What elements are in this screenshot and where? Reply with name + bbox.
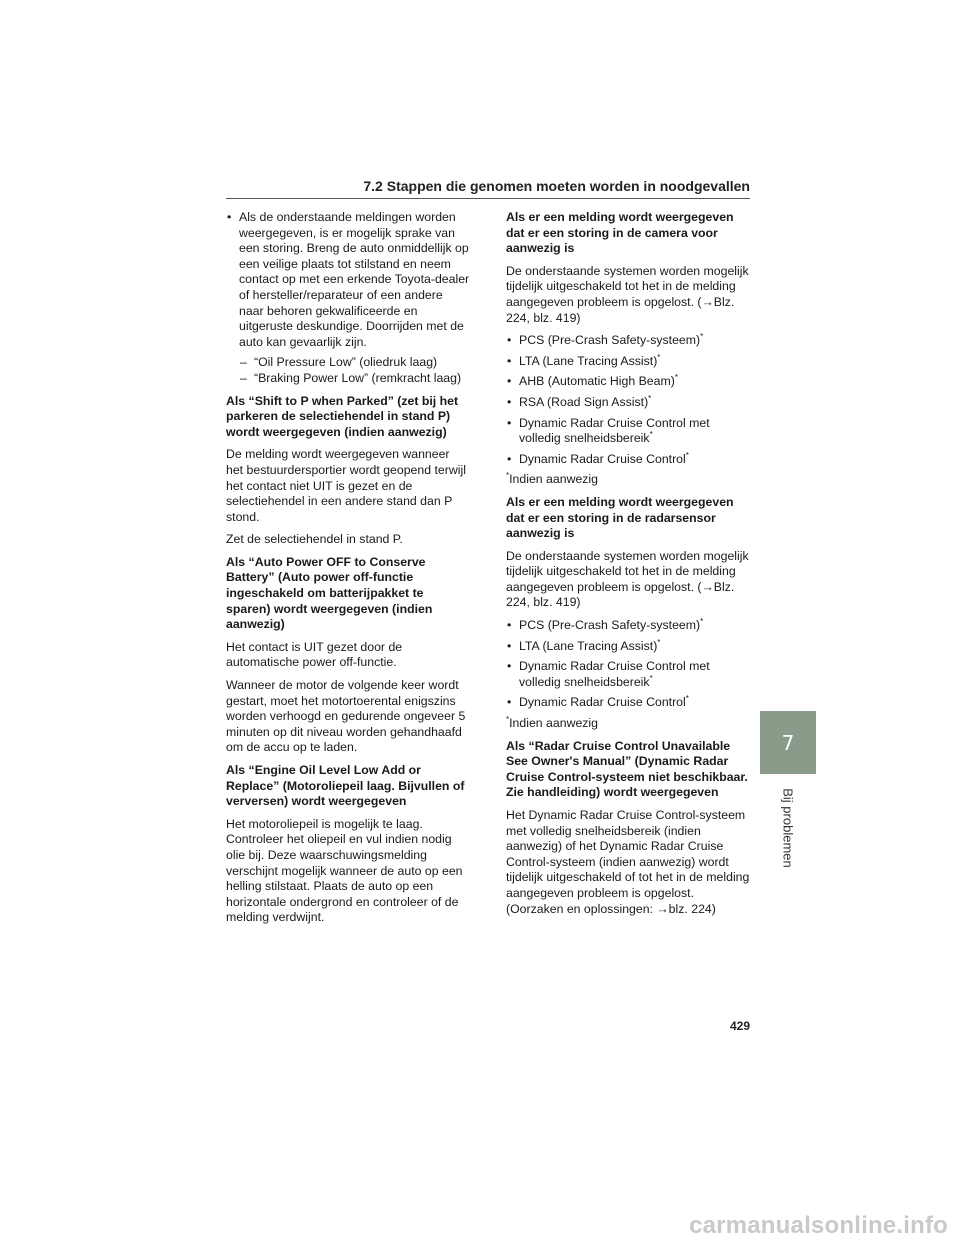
section-header: 7.2 Stappen die genomen moeten worden in noodgevallen <box>363 178 750 194</box>
paragraph-power-2: Wanneer de motor de volgende keer wordt gestart, moet het motortoerental enigszins worden verhoogd en gedurende ongeveer 5 minuten op dit niveau worden gehandhaafd om de accu op te laden. <box>226 678 466 755</box>
camera-item: • Dynamic Radar Cruise Control met volledig snelheidsbereik* <box>506 416 750 447</box>
camera-item: • Dynamic Radar Cruise Control* <box>506 452 750 468</box>
page-number: 429 <box>729 1019 750 1033</box>
radar-item: • Dynamic Radar Cruise Control met volledig snelheidsbereik* <box>506 659 750 690</box>
chapter-tab: 7 <box>760 711 816 774</box>
footnote-camera: *Indien aanwezig <box>506 471 599 487</box>
paragraph-radar: De onderstaande systemen worden mogelijk tijdelijk uitgeschakeld tot het in de melding aangegeven probleem is opgelost. (→Blz. 224, blz. 419) <box>506 548 749 610</box>
heading-radar-cruise-unavailable: Als “Radar Cruise Control Unavailable See Owner's Manual” (Dynamic Radar Cruise Control-systeem niet beschikbaar. Zie handleiding) wordt weergegeven <box>506 738 748 800</box>
right-column <box>506 210 750 924</box>
left-column <box>226 210 470 933</box>
heading-auto-power-off: Als “Auto Power OFF to Conserve Battery” (Auto power off-functie ingeschakeld om batterijpakket te sparen) wordt weergegeven (indien aanwezig) <box>226 554 433 632</box>
dash-item-oil-pressure: – “Oil Pressure Low” (oliedruk laag) <box>226 355 470 371</box>
chapter-title-vertical: Bij problemen <box>780 788 796 868</box>
paragraph-oil: Het motoroliepeil is mogelijk te laag. Controleer het oliepeil en vul indien nodig olie bij. Deze waarschuwingsmelding verschijnt mogelijk wanneer de auto op een helling stilstaat. Plaats de auto op een horizontale ondergrond en controleer of de melding verdwijnt. <box>226 816 463 925</box>
camera-item: • LTA (Lane Tracing Assist)* <box>506 354 750 370</box>
radar-item: • LTA (Lane Tracing Assist)* <box>506 639 750 655</box>
camera-item: • RSA (Road Sign Assist)* <box>506 395 750 411</box>
heading-front-camera: Als er een melding wordt weergegeven dat er een storing in de camera voor aanwezig is <box>506 210 734 256</box>
footnote-radar: *Indien aanwezig <box>506 714 599 731</box>
paragraph-shift-1: De melding wordt weergegeven wanneer het bestuurdersportier wordt geopend terwijl het contact niet UIT is gezet en de selectiehendel in een andere stand dan P stond. <box>226 447 466 524</box>
paragraph-camera: De onderstaande systemen worden mogelijk tijdelijk uitgeschakeld tot het in de melding aangegeven probleem is opgelost. (→Blz. 224, blz. 419) <box>506 263 749 325</box>
heading-engine-oil: Als “Engine Oil Level Low Add or Replace” (Motoroliepeil laag. Bijvullen of verversen) wordt weergegeven <box>226 763 465 809</box>
watermark: carmanualsonline.info <box>689 1212 948 1239</box>
heading-radar-sensor: Als er een melding wordt weergegeven dat er een storing in de radarsensor aanwezig is <box>506 494 734 541</box>
heading-shift-to-p: Als “Shift to P when Parked” (zet bij het parkeren de selectiehendel in stand P) wordt weergegeven (indien aanwezig) <box>226 393 459 439</box>
camera-item: • AHB (Automatic High Beam)* <box>506 374 750 390</box>
intro-bullet-text: Als de onderstaande meldingen worden weergegeven, is er mogelijk sprake van een storing. Breng de auto onmiddellijk op een veilige plaats tot stilstand en neem contact op met een erkende Toyota-dealer of hersteller/reparateur of een andere naar behoren gekwalificeerde en uitgeruste deskundige. Doorrijden met de auto kan gevaarlijk zijn. <box>239 210 470 349</box>
paragraph-power-1: Het contact is UIT gezet door de automatische power off-functie. <box>226 639 403 670</box>
radar-item: • PCS (Pre-Crash Safety-systeem)* <box>506 618 750 634</box>
header-divider <box>226 198 750 199</box>
radar-item: • Dynamic Radar Cruise Control* <box>506 695 750 711</box>
intro-bullet <box>226 210 470 350</box>
camera-item: • PCS (Pre-Crash Safety-systeem)* <box>506 333 750 349</box>
paragraph-unavailable: Het Dynamic Radar Cruise Control-systeem met volledig snelheidsbereik (indien aanwezig) of het Dynamic Radar Cruise Control-systeem (indien aanwezig) wordt tijdelijk uitgeschakeld of tot het in de melding aangegeven probleem is opgelost. (Oorzaken en oplossingen: →blz. 224) <box>506 808 750 916</box>
paragraph-shift-2: Zet de selectiehendel in stand P. <box>226 532 403 547</box>
dash-item-braking-power: – “Braking Power Low” (remkracht laag) <box>226 371 470 387</box>
